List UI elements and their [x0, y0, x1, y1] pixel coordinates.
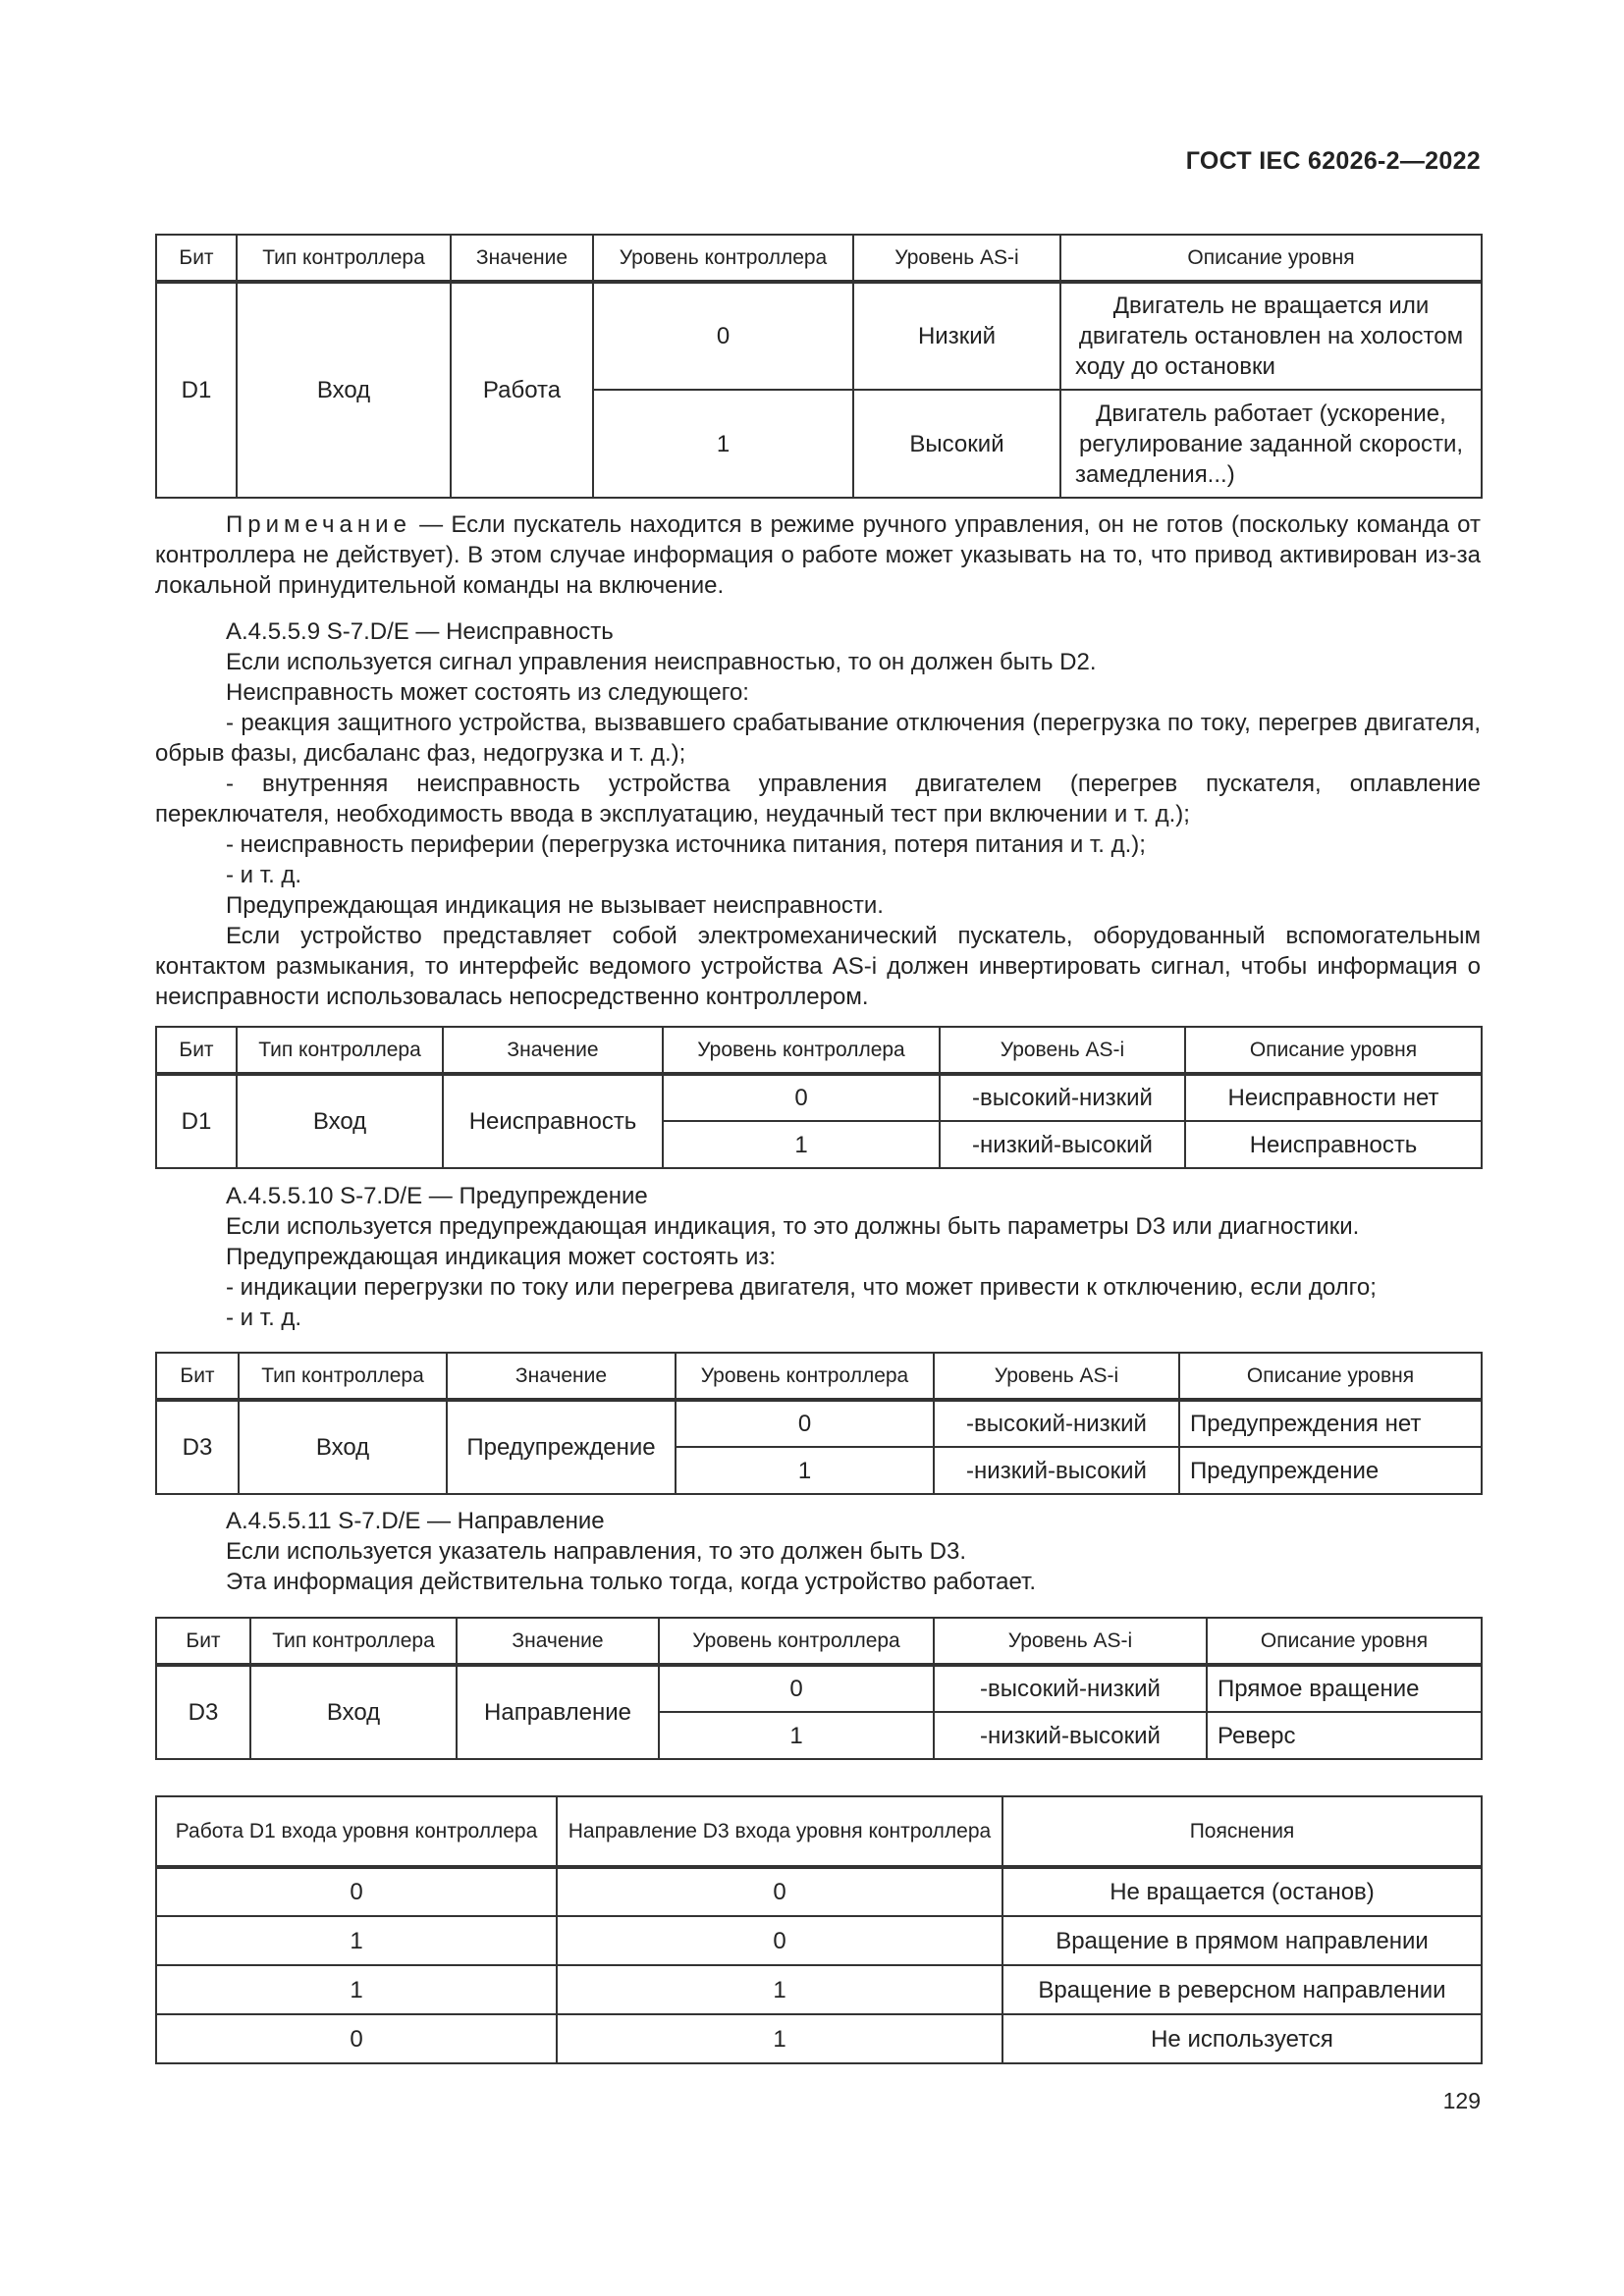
col-type: Тип контроллера — [237, 1027, 443, 1074]
col-value: Значение — [451, 235, 593, 282]
cell-asi-level: -низкий-высокий — [934, 1447, 1179, 1494]
col-operation-d1: Работа D1 входа уровня контроллера — [156, 1796, 557, 1867]
cell-description: Предупреждения нет — [1179, 1400, 1482, 1447]
cell-controller-level: 0 — [593, 282, 853, 390]
cell-controller-level: 1 — [659, 1712, 934, 1759]
cell-controller-level: 0 — [676, 1400, 934, 1447]
col-asi-level: Уровень AS-i — [853, 235, 1060, 282]
cell-description: Прямое вращение — [1207, 1665, 1482, 1712]
cell-description: Двигатель работает (ускорение, регулирование заданной скорости, замедления...) — [1060, 390, 1482, 498]
cell-description: Реверс — [1207, 1712, 1482, 1759]
col-level-description: Описание уровня — [1185, 1027, 1482, 1074]
list-item: - реакция защитного устройства, вызвавшего срабатывание отключения (перегрузка по току, перегрев двигателя, обрыв фазы, дисбаланс фаз, недогрузка и т. д.); — [155, 710, 1481, 767]
cell-type: Вход — [237, 1074, 443, 1168]
col-direction-d3: Направление D3 входа уровня контроллера — [557, 1796, 1002, 1867]
page-number: 129 — [1442, 2088, 1481, 2113]
section-fault — [155, 616, 1481, 1012]
section-direction — [155, 1506, 1481, 1597]
table-direction-d3 — [155, 1617, 1483, 1760]
col-bit: Бит — [156, 1618, 250, 1665]
cell-value: Работа — [451, 282, 593, 498]
cell-controller-level: 0 — [663, 1074, 940, 1121]
col-value: Значение — [443, 1027, 663, 1074]
cell-d1: 1 — [156, 1965, 557, 2014]
cell-asi-level: -высокий-низкий — [934, 1400, 1179, 1447]
col-type: Тип контроллера — [250, 1618, 457, 1665]
section-title: А.4.5.5.10 S-7.D/E — Предупреждение — [226, 1183, 648, 1209]
list-item: - неисправность периферии (перегрузка источника питания, потеря питания и т. д.); — [226, 831, 1146, 858]
cell-bit: D1 — [156, 1074, 237, 1168]
note-paragraph — [155, 509, 1481, 601]
table-fault-d1 — [155, 1026, 1483, 1169]
paragraph: Предупреждающая индикация не вызывает неисправности. — [226, 892, 884, 919]
cell-controller-level: 0 — [659, 1665, 934, 1712]
cell-controller-level: 1 — [593, 390, 853, 498]
col-asi-level: Уровень AS-i — [934, 1618, 1207, 1665]
note-text: — Если пускатель находится в режиме ручного управления, он не готов (поскольку команда от контроллера не действует). В этом случае информация о работе может указывать на то, что привод активирован из-за локальной принудительной команды на включение. — [155, 511, 1481, 599]
col-asi-level: Уровень AS-i — [940, 1027, 1185, 1074]
document-header: ГОСТ IEC 62026-2—2022 — [1185, 147, 1481, 175]
section-title: А.4.5.5.9 S-7.D/E — Неисправность — [226, 618, 614, 645]
paragraph: Неисправность может состоять из следующего: — [226, 679, 749, 706]
cell-value: Предупреждение — [447, 1400, 676, 1494]
cell-asi-level: -высокий-низкий — [934, 1665, 1207, 1712]
table-row — [156, 2014, 1482, 2063]
table-row — [156, 1867, 1482, 1916]
col-controller-level: Уровень контроллера — [663, 1027, 940, 1074]
cell-d3: 1 — [557, 2014, 1002, 2063]
col-controller-level: Уровень контроллера — [659, 1618, 934, 1665]
paragraph: Предупреждающая индикация может состоять из: — [226, 1244, 777, 1270]
col-type: Тип контроллера — [237, 235, 451, 282]
cell-value: Неисправность — [443, 1074, 663, 1168]
cell-controller-level: 1 — [663, 1121, 940, 1168]
col-value: Значение — [447, 1353, 676, 1400]
cell-d1: 1 — [156, 1916, 557, 1965]
cell-explanation: Не используется — [1002, 2014, 1482, 2063]
cell-bit: D3 — [156, 1665, 250, 1759]
paragraph: Если устройство представляет собой электромеханический пускатель, оборудованный вспомогательным контактом размыкания, то интерфейс ведомого устройства AS-i должен инвертировать сигнал, чтобы информация о неисправности использовалась непосредственно контроллером. — [155, 923, 1481, 1010]
section-title: А.4.5.5.11 S-7.D/E — Направление — [226, 1508, 605, 1534]
section-warning — [155, 1181, 1481, 1333]
cell-description: Неисправности нет — [1185, 1074, 1482, 1121]
cell-explanation: Вращение в прямом направлении — [1002, 1916, 1482, 1965]
cell-explanation: Вращение в реверсном направлении — [1002, 1965, 1482, 2014]
col-bit: Бит — [156, 1027, 237, 1074]
cell-asi-level: -низкий-высокий — [940, 1121, 1185, 1168]
table-row — [156, 1916, 1482, 1965]
col-bit: Бит — [156, 235, 237, 282]
cell-type: Вход — [239, 1400, 447, 1494]
cell-description: Двигатель не вращается или двигатель остановлен на холостом ходу до остановки — [1060, 282, 1482, 390]
col-controller-level: Уровень контроллера — [593, 235, 853, 282]
cell-d3: 0 — [557, 1916, 1002, 1965]
list-item: - внутренняя неисправность устройства управления двигателем (перегрев пускателя, оплавление переключателя, необходимость ввода в эксплуатацию, неудачный тест при включении и т. д.); — [155, 771, 1481, 828]
cell-d1: 0 — [156, 2014, 557, 2063]
cell-d1: 0 — [156, 1867, 557, 1916]
col-controller-level: Уровень контроллера — [676, 1353, 934, 1400]
paragraph: Эта информация действительна только тогда, когда устройство работает. — [226, 1569, 1036, 1595]
cell-description: Неисправность — [1185, 1121, 1482, 1168]
table-operation-d1 — [155, 234, 1483, 499]
paragraph: Если используется указатель направления, то это должен быть D3. — [226, 1538, 967, 1565]
col-level-description: Описание уровня — [1179, 1353, 1482, 1400]
table-warning-d3 — [155, 1352, 1483, 1495]
cell-asi-level: Низкий — [853, 282, 1060, 390]
paragraph: Если используется предупреждающая индикация, то это должны быть параметры D3 или диагностики. — [226, 1213, 1360, 1240]
cell-type: Вход — [250, 1665, 457, 1759]
cell-explanation: Не вращается (останов) — [1002, 1867, 1482, 1916]
cell-description: Предупреждение — [1179, 1447, 1482, 1494]
col-level-description: Описание уровня — [1060, 235, 1482, 282]
note-label: Примечание — [226, 511, 411, 538]
table-row — [156, 1965, 1482, 2014]
col-explanation: Пояснения — [1002, 1796, 1482, 1867]
col-level-description: Описание уровня — [1207, 1618, 1482, 1665]
cell-bit: D3 — [156, 1400, 239, 1494]
col-bit: Бит — [156, 1353, 239, 1400]
cell-controller-level: 1 — [676, 1447, 934, 1494]
table-operation-direction-combinations — [155, 1795, 1483, 2064]
list-item: - индикации перегрузки по току или перегрева двигателя, что может привести к отключению, если долго; — [226, 1274, 1377, 1301]
cell-bit: D1 — [156, 282, 237, 498]
cell-d3: 1 — [557, 1965, 1002, 2014]
col-type: Тип контроллера — [239, 1353, 447, 1400]
list-item: - и т. д. — [226, 862, 302, 888]
cell-type: Вход — [237, 282, 451, 498]
cell-value: Направление — [457, 1665, 659, 1759]
col-asi-level: Уровень AS-i — [934, 1353, 1179, 1400]
paragraph: Если используется сигнал управления неисправностью, то он должен быть D2. — [226, 649, 1097, 675]
cell-asi-level: -низкий-высокий — [934, 1712, 1207, 1759]
cell-asi-level: Высокий — [853, 390, 1060, 498]
col-value: Значение — [457, 1618, 659, 1665]
cell-asi-level: -высокий-низкий — [940, 1074, 1185, 1121]
cell-d3: 0 — [557, 1867, 1002, 1916]
list-item: - и т. д. — [226, 1305, 302, 1331]
